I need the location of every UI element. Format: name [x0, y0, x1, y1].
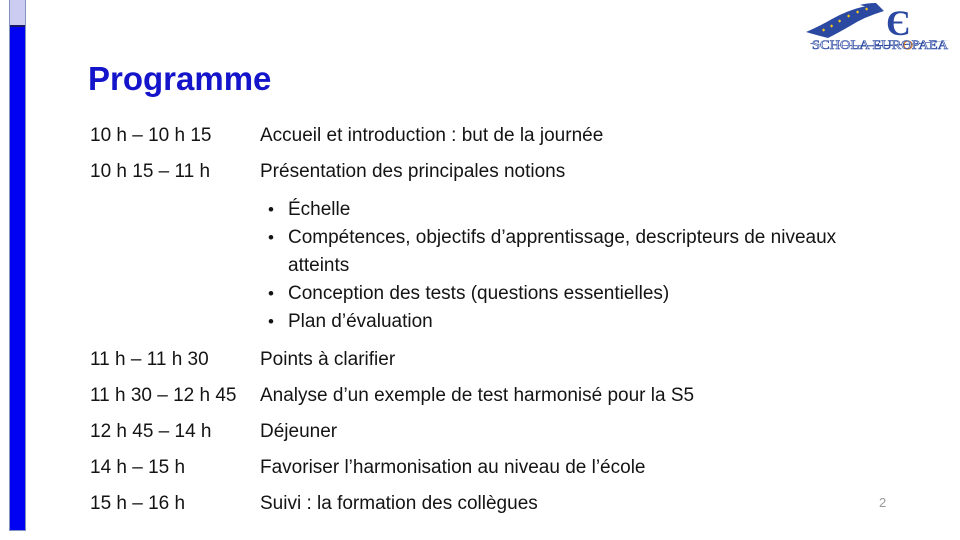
bullet-icon: •	[268, 200, 274, 219]
row-activity: Favoriser l’harmonisation au niveau de l’école	[260, 457, 646, 478]
row-activity: Présentation des principales notions	[260, 161, 566, 182]
schedule-row	[90, 384, 902, 407]
bullet-icon: •	[268, 284, 274, 303]
row-time: 12 h 45 – 14 h	[90, 421, 212, 442]
logo-flag-shape	[806, 6, 884, 38]
schedule-row	[90, 492, 902, 515]
row-activity: Points à clarifier	[260, 349, 396, 370]
bullet-text: Conception des tests (questions essentielles)	[288, 283, 670, 304]
accent-bar-blue	[10, 27, 25, 530]
bullet-text: Compétences, objectifs d’apprentissage, descripteurs de niveaux atteints	[288, 227, 837, 276]
schedule-row	[90, 348, 902, 371]
row-time: 10 h 15 – 11 h	[90, 161, 211, 182]
schedule-row	[90, 420, 902, 443]
page-number: 2	[879, 495, 887, 510]
list-item	[265, 224, 865, 280]
row-activity: Déjeuner	[260, 421, 338, 442]
notion-bullet-list	[265, 196, 865, 336]
page-title: Programme	[88, 60, 272, 98]
row-time: 10 h – 10 h 15	[90, 125, 212, 146]
schedule	[90, 124, 902, 528]
slide-accent-bar	[9, 0, 26, 531]
list-item	[265, 196, 865, 224]
row-time: 14 h – 15 h	[90, 457, 186, 478]
list-item	[265, 308, 865, 336]
row-time: 11 h – 11 h 30	[90, 349, 209, 370]
schola-europaea-logo-icon	[802, 2, 954, 52]
bullet-text: Plan d’évaluation	[288, 311, 433, 332]
schedule-row	[90, 160, 902, 183]
accent-bar-top-square	[10, 0, 25, 27]
row-time: 11 h 30 – 12 h 45	[90, 385, 237, 406]
list-item	[265, 280, 865, 308]
row-activity: Suivi : la formation des collègues	[260, 493, 538, 514]
logo-e-glyph: Є	[886, 3, 911, 43]
bullet-text: Échelle	[288, 199, 351, 220]
row-time: 15 h – 16 h	[90, 493, 186, 514]
schedule-row	[90, 124, 902, 147]
schedule-row	[90, 456, 902, 479]
logo-wordmark: SCHOLA EUROPAEA	[812, 38, 948, 52]
row-activity: Analyse d’un exemple de test harmonisé pour la S5	[260, 385, 695, 406]
bullet-icon: •	[268, 228, 274, 247]
row-activity: Accueil et introduction : but de la journée	[260, 125, 604, 146]
bullet-icon: •	[268, 312, 274, 331]
